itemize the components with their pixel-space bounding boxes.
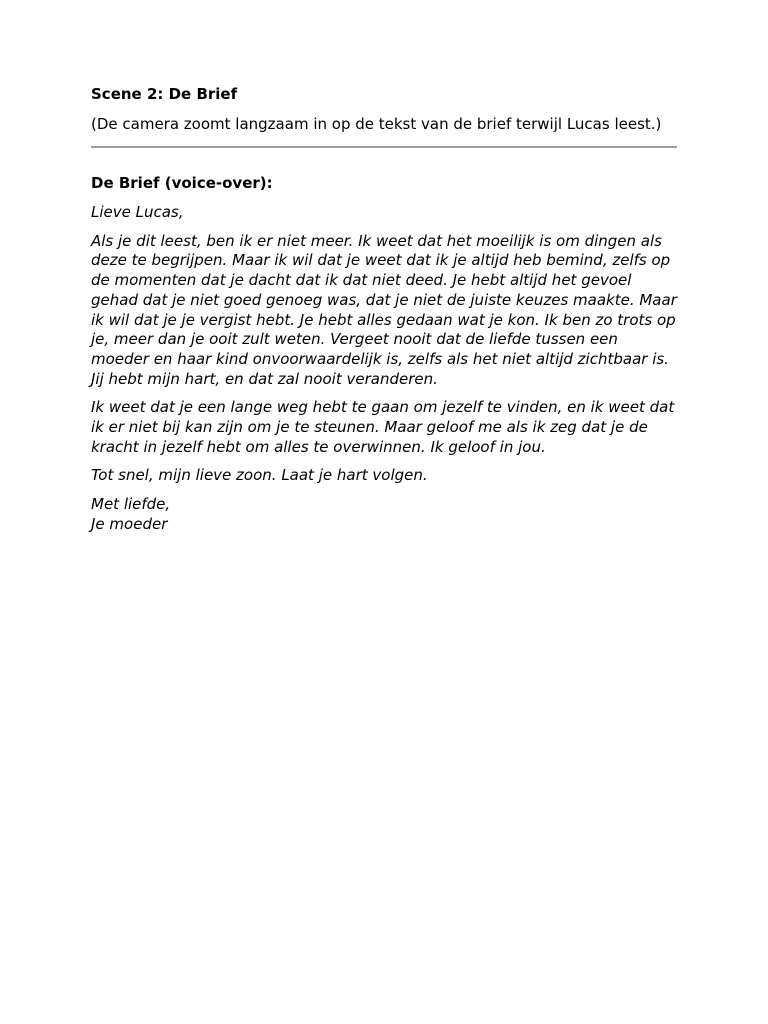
closing-line: Met liefde, bbox=[91, 495, 171, 514]
letter-paragraph: Als je dit leest, ben ik er niet meer. Ik weet dat het moeilijk is om dingen als deze te begrijpen. Maar ik wil dat je weet dat ik je altijd heb bemind, zelfs op de momenten dat je dacht dat ik dat niet deed. Je hebt altijd het gevoel gehad dat je niet goed genoeg was, dat je niet de juiste keuzes maakte. Maar ik wil dat je je vergist hebt. Je hebt alles gedaan wat je kon. Ik ben zo trots op je, meer dan je ooit zult weten. Vergeet nooit dat de liefde tussen een moeder en haar kind onvoorwaardelijk is, zelfs als het niet altijd zichtbaar is. Jij hebt mijn hart, en dat zal nooit veranderen. bbox=[91, 231, 677, 388]
letter-paragraph: Tot snel, mijn lieve zoon. Laat je hart volgen. bbox=[91, 466, 428, 485]
letter-salutation: Lieve Lucas, bbox=[91, 203, 184, 221]
speaker-label: De Brief (voice-over): bbox=[91, 174, 273, 192]
scene-title: Scene 2: De Brief bbox=[91, 85, 238, 103]
signature: Je moeder bbox=[91, 514, 168, 533]
letter-body bbox=[91, 203, 677, 535]
document-page bbox=[91, 84, 677, 544]
divider bbox=[91, 146, 677, 148]
letter-closing bbox=[91, 495, 677, 534]
letter-paragraph: Ik weet dat je een lange weg hebt te gaan om jezelf te vinden, en ik weet dat ik er niet bij kan zijn om je te steunen. Maar geloof me als ik zeg dat je de kracht in jezelf hebt om alles te overwinnen. Ik geloof in jou. bbox=[91, 398, 675, 456]
stage-direction: (De camera zoomt langzaam in op de tekst van de brief terwijl Lucas leest.) bbox=[91, 115, 662, 133]
